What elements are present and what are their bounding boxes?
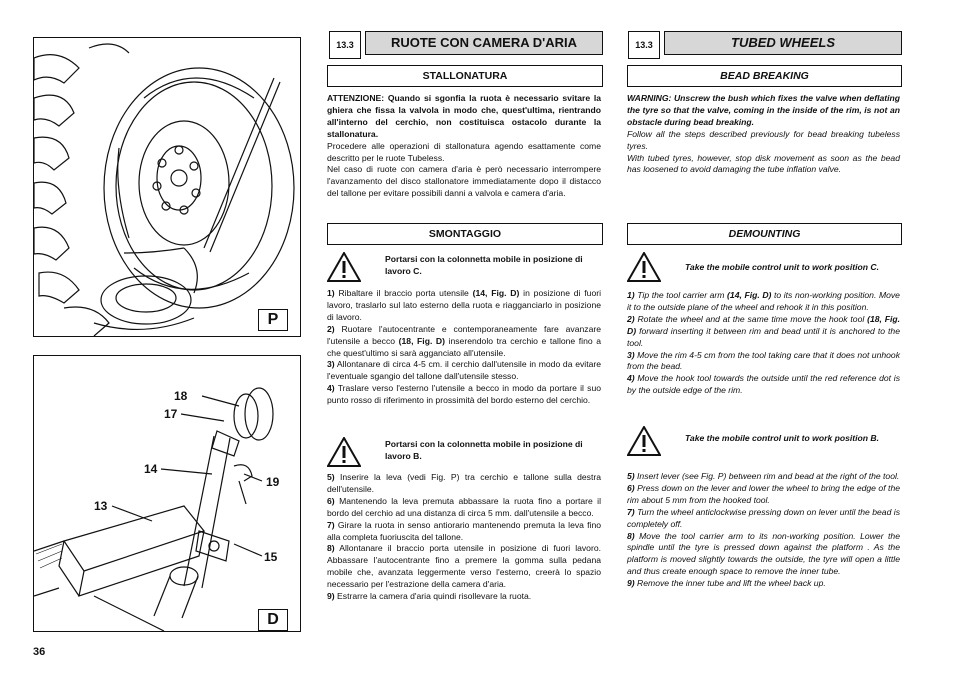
warning-triangle-icon — [627, 252, 661, 282]
figure-p — [33, 37, 301, 337]
it-smontaggio-steps-b — [327, 472, 601, 603]
callout-15: 15 — [264, 550, 278, 564]
figure-d — [33, 355, 301, 632]
callout-14: 14 — [144, 462, 158, 476]
en-section-title: TUBED WHEELS — [664, 31, 902, 55]
figure-p-label: P — [258, 309, 288, 331]
en-bead-breaking-heading: BEAD BREAKING — [627, 65, 902, 87]
en-caution-2 — [627, 426, 900, 462]
en-step-5: 5) Insert lever (see Fig. P) between rim and bead at the right of the tool. — [627, 471, 900, 481]
en-demounting-steps-a — [627, 290, 900, 397]
it-step-6: 6) Mantenendo la leva premuta abbassare la ruota fino a portare il bordo del cerchio ad una distanza di circa 5 mm. dall'utensile a becco. — [327, 495, 601, 518]
tyre-demounting-illustration — [34, 38, 300, 336]
en-step-4: 4) Move the hook tool towards the outside until the red reference dot is by the outside edge of the rim. — [627, 373, 900, 396]
it-stallonatura-body — [327, 93, 601, 200]
callout-19: 19 — [266, 475, 280, 489]
en-bead-breaking-body — [627, 93, 900, 176]
it-caution-2 — [327, 437, 601, 473]
it-section-number: 13.3 — [329, 31, 361, 59]
en-caution-2-text: Take the mobile control unit to work position B. — [685, 433, 880, 443]
it-step-9: 9) Estrarre la camera d'aria quindi risollevare la ruota. — [327, 591, 532, 602]
it-step-5: 5) Inserire la leva (vedi Fig. P) tra cerchio e tallone sulla destra dell'utensile. — [327, 472, 601, 494]
it-step-2: 2) Ruotare l'autocentrante e contemporaneamente fare avanzare l'utensile a becco (18, Fig. D) inserendolo tra cerchio e tallone fino a che quest'ultimo si sarà agganciato all'utensile. — [327, 323, 601, 358]
it-caution-1-text: Portarsi con la colonnetta mobile in posizione di lavoro C. — [385, 254, 583, 276]
it-caution-1 — [327, 252, 601, 288]
it-step-3: 3) Allontanare di circa 4-5 cm. il cerchio dall'utensile in modo da evitare l'eventuale sgangio del tallone dall'utensile stesso. — [327, 359, 601, 382]
callout-18: 18 — [174, 389, 188, 403]
en-bead-breaking-p1: Follow all the steps described previously for bead breaking tubeless tyres. — [627, 128, 900, 151]
warning-triangle-icon — [327, 437, 361, 467]
it-stallonatura-heading: STALLONATURA — [327, 65, 603, 87]
figure-d-label: D — [258, 609, 288, 631]
page-number: 36 — [33, 646, 46, 658]
en-demounting-steps-b — [627, 471, 900, 590]
en-section-number: 13.3 — [628, 31, 660, 59]
it-step-7: 7) Girare la ruota in senso antiorario mantenendo premuta la leva fino alla completa fuoriuscita del tallone. — [327, 519, 601, 542]
en-bead-breaking-warning: WARNING: Unscrew the bush which fixes the valve when deflating the tyre so that the valve, coming in the inside of the rim, is not an obstacle during bead breaking. — [627, 93, 900, 127]
it-caution-2-text: Portarsi con la colonnetta mobile in posizione di lavoro B. — [385, 439, 583, 461]
tool-carrier-illustration — [34, 356, 300, 631]
it-step-1: 1) Ribaltare il braccio porta utensile (14, Fig. D) in posizione di fuori lavoro, traslarlo sul lato esterno della ruota e riagganciarlo in posizione di lavoro. — [327, 288, 601, 322]
it-smontaggio-steps-a — [327, 288, 601, 407]
it-smontaggio-heading: SMONTAGGIO — [327, 223, 603, 245]
callout-17: 17 — [164, 407, 178, 421]
en-step-1: 1) Tip the tool carrier arm (14, Fig. D) to its non-working position. Move it to the outside plane of the wheel and rehook it in this position. — [627, 290, 900, 312]
it-stallonatura-warning: ATTENZIONE: Quando si sgonfia la ruota è necessario svitare la ghiera che fissa la valvola in modo che, quest'ultima, rientrando all'interno del cerchio, non costituisca ostacolo durante la stallonatura. — [327, 93, 601, 139]
en-demounting-heading: DEMOUNTING — [627, 223, 902, 245]
en-caution-1 — [627, 252, 900, 288]
en-bead-breaking-p2: With tubed tyres, however, stop disk movement as soon as the bead has loosened to avoid damaging the tube inflation valve. — [627, 152, 900, 175]
it-stallonatura-p2: Nel caso di ruote con camera d'aria è però necessario interrompere l'avanzamento del disco stallonatore immediatamente dopo il distacco del tallone per evitare possibili danni a valvola e camera d'aria. — [327, 164, 601, 199]
it-section-title: RUOTE CON CAMERA D'ARIA — [365, 31, 603, 55]
en-caution-1-text: Take the mobile control unit to work position C. — [685, 262, 880, 272]
it-step-8: 8) Allontanare il braccio porta utensile in posizione di fuori lavoro. Abbassare l'autocentrante fino a premere la gomma sulla pedana mobile che, avanzata leggermente verso l'esterno, creerà lo spazio necessario per l'estrazione della camera d'aria. — [327, 543, 601, 590]
en-step-7: 7) Turn the wheel anticlockwise pressing down on lever until the bead is completely off. — [627, 506, 900, 529]
en-step-3: 3) Move the rim 4-5 cm from the tool taking care that it does not unhook from the bead. — [627, 349, 900, 372]
warning-triangle-icon — [627, 426, 661, 456]
it-step-4: 4) Traslare verso l'esterno l'utensile a becco in modo da portare il suo punto rosso di riferimento in prossimità del bordo esterno del cerchio. — [327, 383, 601, 406]
callout-13: 13 — [94, 499, 108, 513]
en-step-2: 2) Rotate the wheel and at the same time move the hook tool (18, Fig. D) forward inserting it between rim and bead until it is anchored to the tool. — [627, 313, 900, 348]
en-step-9: 9) Remove the inner tube and lift the wheel back up. — [627, 578, 826, 589]
en-step-8: 8) Move the tool carrier arm to its non-working position. Lower the spindle until the tyre is pressed down against the platform . As the platform is moved slightly towards the outside, the tyre will open a little and thus create enough space to remove the inner tube. — [627, 530, 900, 577]
warning-triangle-icon — [327, 252, 361, 282]
it-stallonatura-p1: Procedere alle operazioni di stallonatura agendo esattamente come descritto per le ruote Tubeless. — [327, 140, 601, 163]
en-step-6: 6) Press down on the lever and lower the wheel to bring the edge of the rim about 5 mm from the hooked tool. — [627, 482, 900, 505]
